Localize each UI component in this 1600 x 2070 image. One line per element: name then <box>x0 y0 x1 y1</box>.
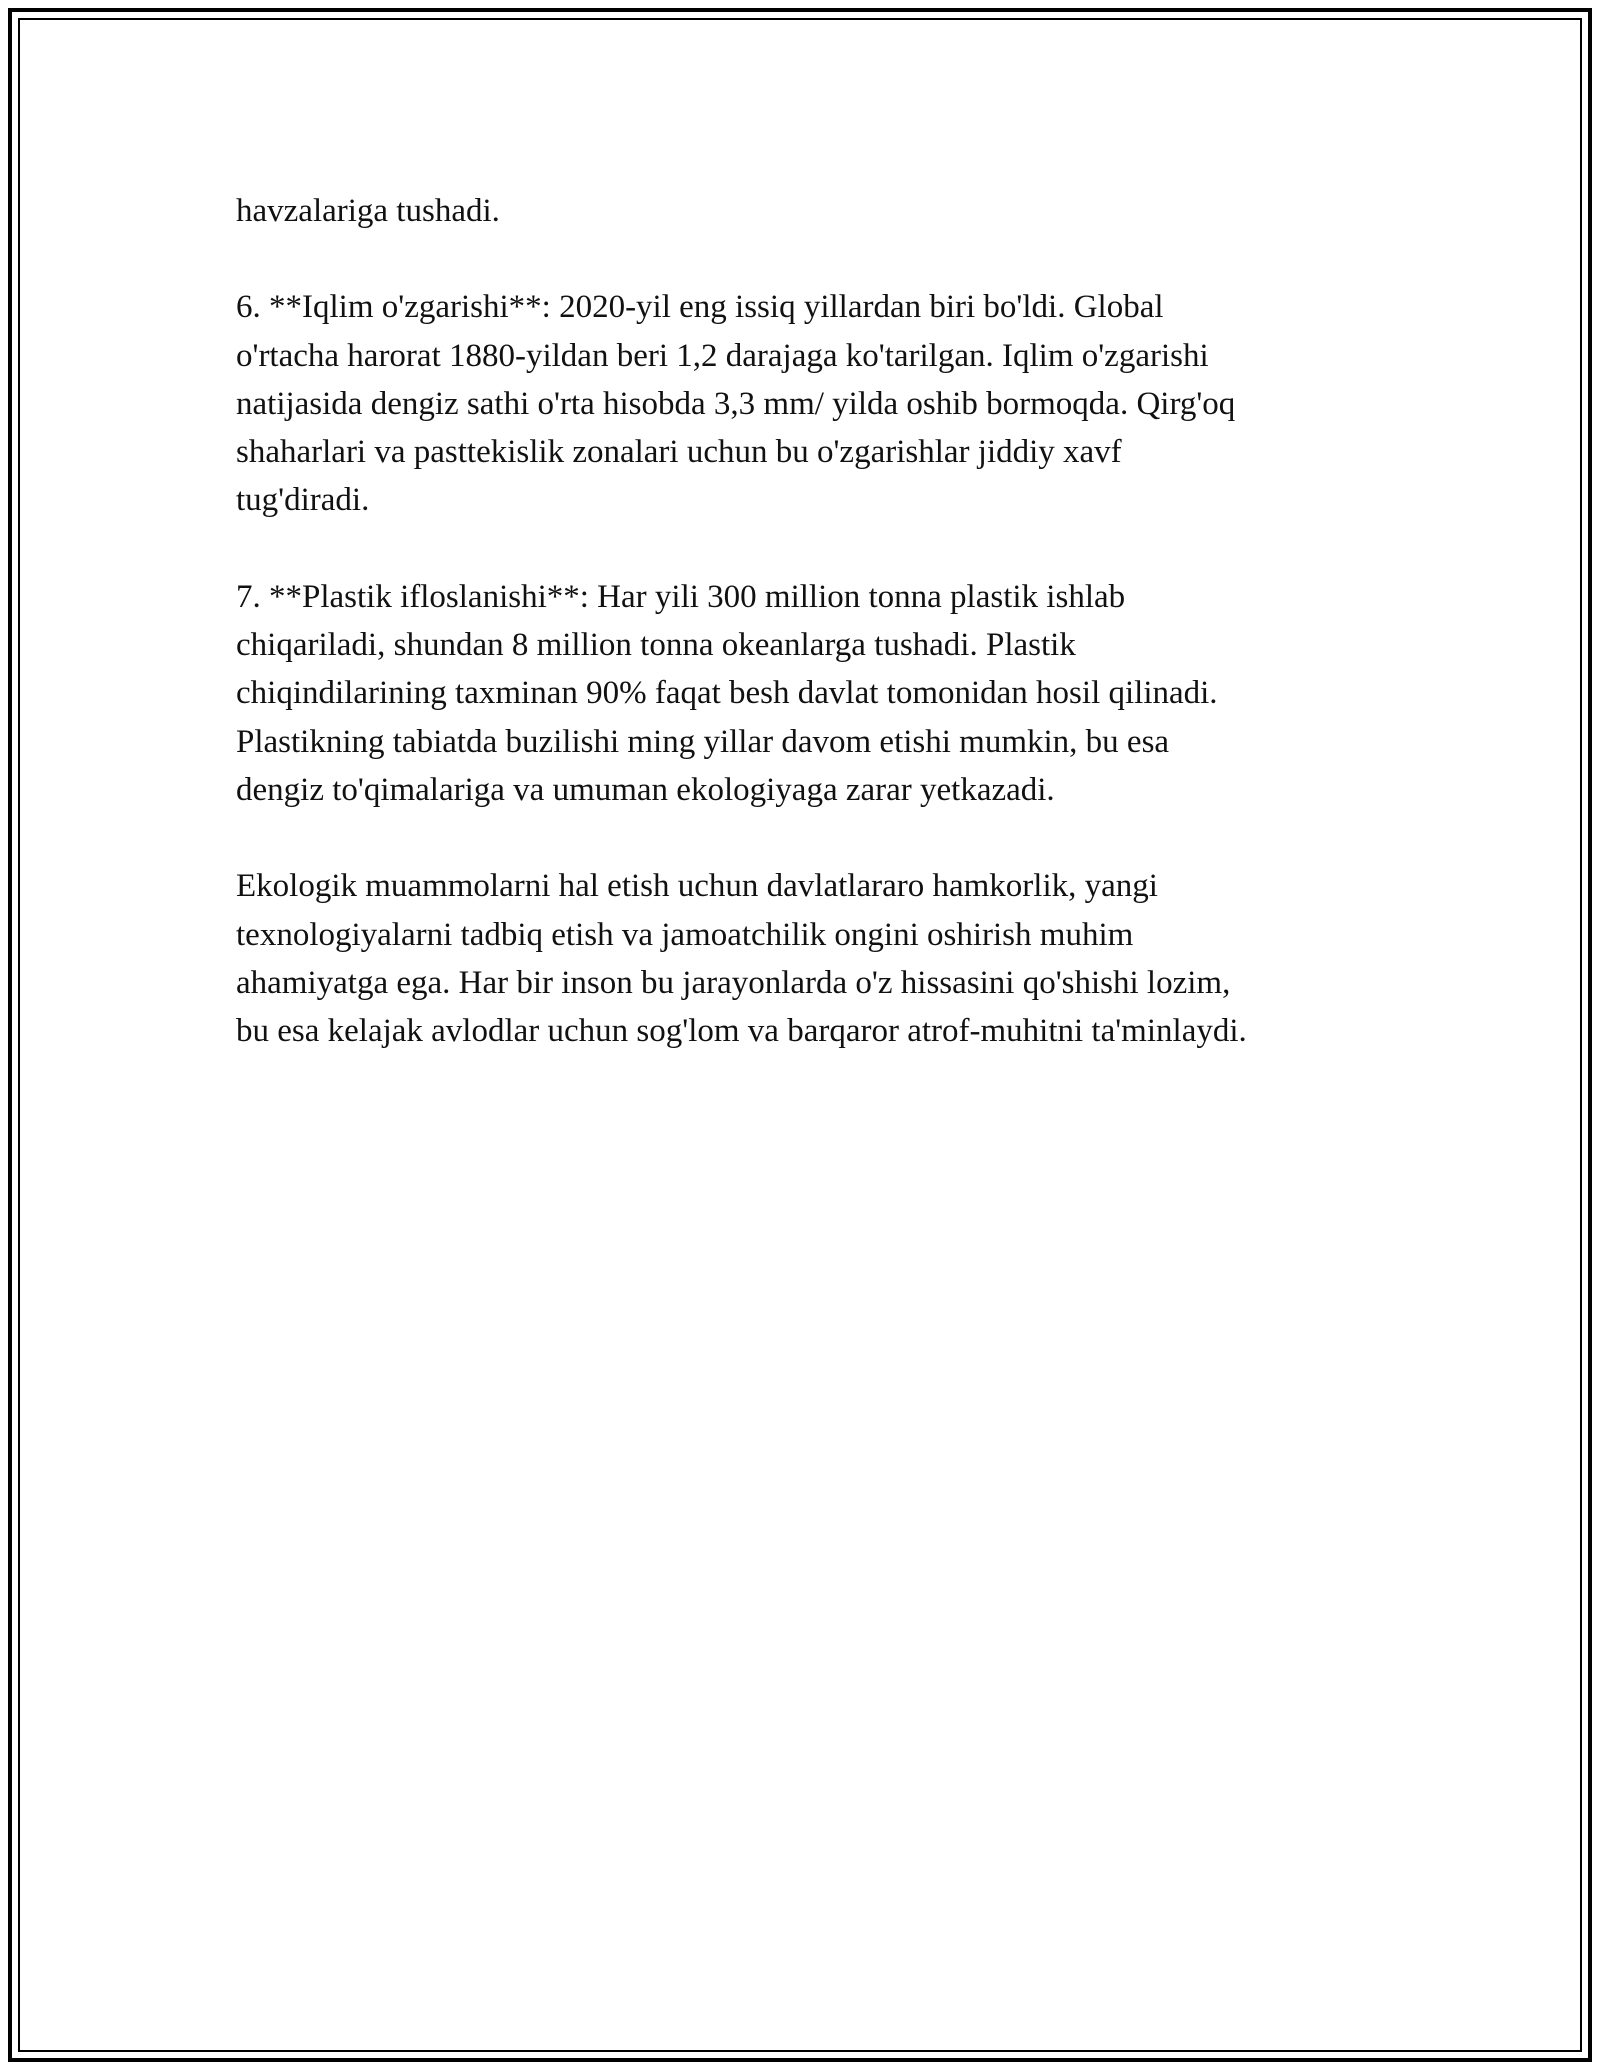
text-line: tug'diradi. <box>236 482 370 519</box>
text-line: havzalariga tushadi. <box>236 193 500 229</box>
text-line: chiqariladi, shundan 8 million tonna okeanlarga tushadi. Plastik <box>236 627 1076 664</box>
paragraph-plastic-pollution <box>236 573 1376 814</box>
text-line: 7. **Plastik ifloslanishi**: Har yili 300 million tonna plastik ishlab <box>236 578 1126 615</box>
paragraph-conclusion <box>236 862 1376 1055</box>
paragraph-continuation <box>236 187 1376 235</box>
text-line: shaharlari va pasttekislik zonalari uchun bu o'zgarishlar jiddiy xavf <box>236 434 1122 471</box>
text-line: chiqindilarining taxminan 90% faqat besh davlat tomonidan hosil qilinadi. <box>236 675 1218 712</box>
text-line: bu esa kelajak avlodlar uchun sog'lom va barqaror atrof-muhitni ta'minlaydi. <box>236 1013 1247 1050</box>
text-line: 6. **Iqlim o'zgarishi**: 2020-yil eng issiq yillardan biri bo'ldi. Global <box>236 289 1164 326</box>
text-line: texnologiyalarni tadbiq etish va jamoatchilik ongini oshirish muhim <box>236 916 1134 953</box>
paragraph-climate-change <box>236 283 1376 524</box>
text-line: Plastikning tabiatda buzilishi ming yillar davom etishi mumkin, bu esa <box>236 723 1170 760</box>
document-body <box>236 187 1376 1103</box>
text-line: Ekologik muammolarni hal etish uchun davlatlararo hamkorlik, yangi <box>236 868 1158 905</box>
text-line: ahamiyatga ega. Har bir inson bu jarayonlarda o'z hissasini qo'shishi lozim, <box>236 964 1231 1001</box>
text-line: o'rtacha harorat 1880-yildan beri 1,2 darajaga ko'tarilgan. Iqlim o'zgarishi <box>236 337 1209 374</box>
text-line: natijasida dengiz sathi o'rta hisobda 3,3 mm/ yilda oshib bormoqda. Qirg'oq <box>236 385 1236 422</box>
text-line: dengiz to'qimalariga va umuman ekologiyaga zarar yetkazadi. <box>236 771 1055 808</box>
